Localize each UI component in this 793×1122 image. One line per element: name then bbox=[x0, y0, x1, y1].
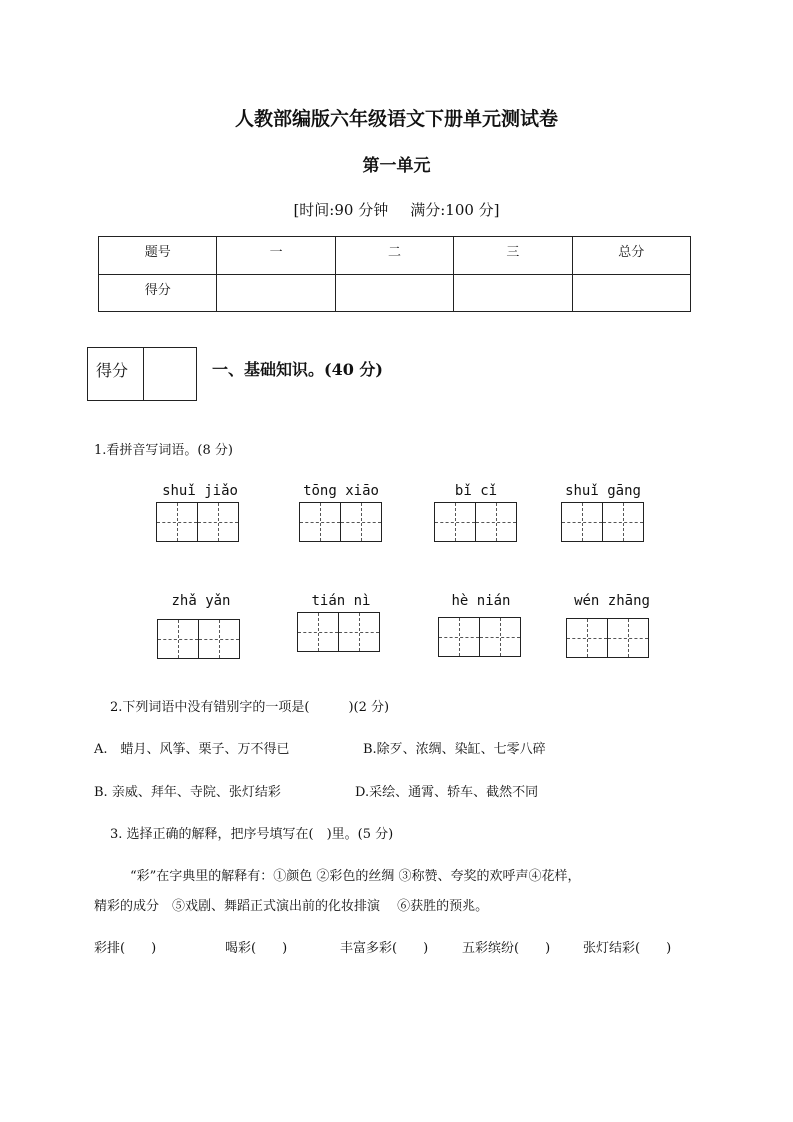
definition-line-1: “彩”在字典里的解释有：①颜色 ②彩色的丝绸 ③称赞、夸奖的欢呼声④花样， bbox=[130, 869, 581, 884]
grid-cell[interactable] bbox=[158, 620, 199, 658]
score-header-cell: 二 bbox=[335, 237, 453, 275]
score-header-cell: 总分 bbox=[572, 237, 690, 275]
character-grid[interactable] bbox=[157, 619, 240, 659]
grid-cell[interactable] bbox=[439, 618, 480, 656]
score-header-cell: 题号 bbox=[99, 237, 217, 275]
grid-cell[interactable] bbox=[199, 620, 239, 658]
question-3-prompt: 3. 选择正确的解释，把序号填写在( )里。(5 分) bbox=[110, 827, 394, 842]
grid-cell[interactable] bbox=[300, 503, 341, 541]
score-row-label: 得分 bbox=[99, 274, 217, 312]
pinyin-label: shuǐ jiǎo bbox=[162, 483, 238, 499]
character-grid[interactable] bbox=[438, 617, 521, 657]
character-grid[interactable] bbox=[299, 502, 382, 542]
pinyin-label: wén zhāng bbox=[574, 593, 650, 609]
answer-blank[interactable]: 丰富多彩( ) bbox=[340, 941, 429, 956]
grid-cell[interactable] bbox=[476, 503, 516, 541]
score-table-score-row bbox=[99, 274, 691, 312]
character-grid[interactable] bbox=[561, 502, 644, 542]
section-1-title: 一、基础知识。(40 分) bbox=[212, 360, 383, 379]
grid-cell[interactable] bbox=[435, 503, 476, 541]
character-grid[interactable] bbox=[566, 618, 649, 658]
grid-cell[interactable] bbox=[298, 613, 339, 651]
unit-title: 第一单元 bbox=[362, 156, 431, 176]
answer-blank[interactable]: 张灯结彩( ) bbox=[583, 941, 672, 956]
pinyin-label: tōng xiāo bbox=[303, 483, 379, 499]
grid-cell[interactable] bbox=[339, 613, 379, 651]
grid-cell[interactable] bbox=[480, 618, 520, 656]
score-header-cell: 一 bbox=[217, 237, 335, 275]
pinyin-label: bǐ cǐ bbox=[454, 483, 498, 499]
definition-line-2: 精彩的成分 ⑤戏剧、舞蹈正式演出前的化妆排演 ⑥获胜的预兆。 bbox=[94, 899, 489, 914]
question-2-prompt: 2.下列词语中没有错别字的一项是( )(2 分) bbox=[110, 700, 390, 715]
character-grid[interactable] bbox=[434, 502, 517, 542]
pinyin-label: zhǎ yǎn bbox=[171, 593, 231, 609]
grid-cell[interactable] bbox=[608, 619, 648, 657]
character-grid[interactable] bbox=[297, 612, 380, 652]
time-info bbox=[0, 199, 793, 220]
grid-cell[interactable] bbox=[198, 503, 238, 541]
pinyin-label: tián nì bbox=[311, 593, 371, 609]
section-score-box bbox=[87, 347, 197, 401]
time-limit: [时间:90 分钟 bbox=[293, 201, 389, 219]
answer-blank[interactable]: 彩排( ) bbox=[94, 941, 157, 956]
answer-blank[interactable]: 喝彩( ) bbox=[225, 941, 288, 956]
grid-cell[interactable] bbox=[341, 503, 381, 541]
score-blank-cell[interactable] bbox=[335, 274, 453, 312]
full-score: 满分:100 分] bbox=[410, 201, 500, 219]
grid-cell[interactable] bbox=[562, 503, 603, 541]
option-b[interactable]: B.除歹、浓绸、染缸、七零八碎 bbox=[363, 742, 546, 757]
answer-blank[interactable]: 五彩缤纷( ) bbox=[462, 941, 551, 956]
character-grid[interactable] bbox=[156, 502, 239, 542]
section-score-label: 得分 bbox=[88, 348, 144, 400]
grid-cell[interactable] bbox=[157, 503, 198, 541]
option-b-second[interactable]: B. 亲威、拜年、寺院、张灯结彩 bbox=[94, 785, 281, 800]
pinyin-label: hè nián bbox=[451, 593, 511, 609]
score-header-cell: 三 bbox=[454, 237, 572, 275]
grid-cell[interactable] bbox=[603, 503, 643, 541]
score-blank-cell[interactable] bbox=[217, 274, 335, 312]
score-blank-cell[interactable] bbox=[454, 274, 572, 312]
option-d[interactable]: D.采绘、通霄、轿车、截然不同 bbox=[355, 785, 539, 800]
option-a[interactable]: A. 蜡月、风筝、栗子、万不得已 bbox=[94, 742, 290, 757]
question-1-prompt: 1.看拼音写词语。(8 分) bbox=[94, 443, 233, 458]
page-title: 人教部编版六年级语文下册单元测试卷 bbox=[234, 108, 558, 130]
pinyin-label: shuǐ gāng bbox=[565, 483, 641, 499]
score-table bbox=[98, 236, 691, 312]
score-blank-cell[interactable] bbox=[572, 274, 690, 312]
grid-cell[interactable] bbox=[567, 619, 608, 657]
section-score-blank[interactable] bbox=[144, 348, 196, 400]
score-table-header-row bbox=[99, 237, 691, 275]
